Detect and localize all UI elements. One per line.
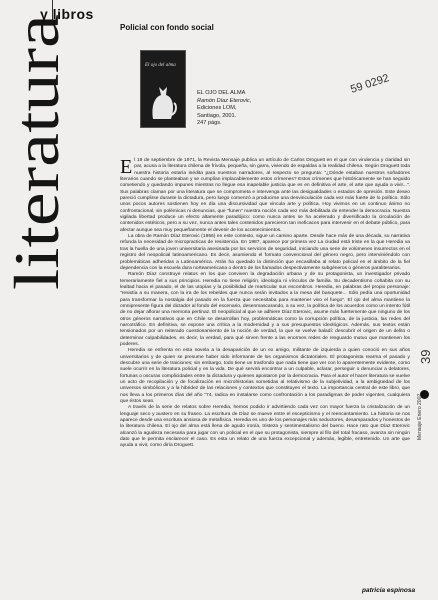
article-paragraph — [120, 158, 410, 234]
book-title: EL OJO DEL ALMA — [197, 90, 246, 96]
article-author: patricia espinosa — [362, 587, 416, 594]
vertical-title-svg — [2, 8, 66, 293]
side-page-number: 39 — [418, 349, 433, 364]
cover-title: El ojo del alma — [145, 63, 176, 68]
vertical-title-text: literatura — [2, 59, 66, 290]
book-pages: 247 págs. — [197, 120, 222, 127]
book-cover-image — [140, 50, 186, 128]
article-title: Policial con fondo social — [120, 23, 214, 32]
book-author: Ramón Díaz Eterovic, — [197, 97, 252, 104]
side-reference — [415, 340, 437, 460]
vertical-section-title — [2, 8, 66, 293]
article-body — [120, 158, 410, 450]
article-paragraph: Ramón Díaz construye relatos en los que conviven la degradación urbana y de su protagonista, un investigador privado temerariamente fiel a sus principios. Heredia no tiene religión, ideología ni vínculos de familia. Su decadentismo cohabita con su lealtad hacia el pasado, el de las utopías y la posibilidad de rearticular sus escombros. Heredia, en palabras del propio personaje: "resistía a su manera, con la ira de los rebeldes que nunca serán invitados a la mesa del banquete... Sólo pedía una oportunidad para transformar la nostalgia del pasado en la fuerza que necesitaba para mantener vivo el fuego". El ojo del alma mantiene la omnipresente figura del dictador al fondo del escenario, desenmascarando, a su vez, la política de los acuerdos como un intento fútil de no dejar aflorar una memoria pertinaz. El neopolicial al que se adhiere Díaz Eterovic, asume más fuertemente que ninguno de los otros géneros narrativos que en Chile se desarrollan hoy, problemáticas como la corrupción política, de la justicia, las redes del narcotráfico. En definitiva, se expone una crítica a la modernidad y a sus presupuestos ideológicos. Además, sus textos están tensionados por un reiterado cuestionamiento de la noción de verdad, la que se vuelve baladí: descubrir el origen de un delito o determinar culpabilidades, es decir, la verdad, para qué sirven frente a las enormes redes de resguardo mutuo que mantienen los poderes. — [120, 272, 410, 347]
article-paragraph: Heredia se enfrenta en esta novela a la desaparición de un ex amigo, militante de izquierda a quien conoció en sus años universitarios y de quien se presume haber sido informante de los organismos dictatoriales. El protagonista rearma el pasado y descubre una serie de traiciones; sin embargo, todo tiene un trasfondo que nada tiene que ver con lo aparentemente evidente, como suele ocurrir en la literatura policial y en la vida. De qué servirá encontrar a un culpable, aclarar, perseguir o denunciar a delatores, fortunas o oscuras complicidades entre la dictadura y quienes apostaron por la democracia. Para el autor el hacer literatura se vuelve un acto de recopilación y de focalización en microhistorias sometidas al relativismo de la subjetividad, a la ambigüedad de los universos simbólicos y a la hibridez de las relaciones y contextos que constituyen el texto. La importancia central de este libro, que nos lleva a los primeros días del año "74, radica en instalarse como confrontación a los paradigmas de poder vigentes, cualquiera que éstos sean. — [120, 348, 410, 405]
drop-cap: E — [120, 156, 133, 178]
article-paragraph: A través de la serie de relatos sobre Heredia, hemos podido ir advirtiendo cada vez con mayor fuerza la cristalización de un lenguaje seco y austero en su fraseo. La escritura de Díaz se mueve entre el escepticismo y el reencantamiento. La historia se nos aparece desde una escritura ansiosa de metafísica. Heredia es uno de los personajes más seductores, desamparados y honestos de la literatura chilena. El ojo del alma está llena de agudo ironía, tristeza y sentimentalismo del bueno. Hace rato que Díaz Eterovic alcanzó la agudeza necesaria para jugar con un policial en el que su protagonista, siempre al filo del total fracaso, avanza sin ningún dato que le permita esclarecer el caso. Es esta un relato de una fuerza excepcional y además, legible, entretenido. Un arte que ayuda a vivir, como diría Droguett. — [120, 405, 410, 449]
section-label: y libros — [40, 6, 94, 22]
book-place-year: Santiago, 2001. — [197, 112, 237, 119]
cat-silhouette-icon — [147, 75, 179, 121]
book-publisher: Ediciones LOM, — [197, 105, 237, 112]
side-publication: Mensaje Enero 2002 — [417, 393, 423, 440]
book-details — [197, 90, 251, 128]
article-paragraph: La obra de Ramón Díaz Eterovic (1956) en este contexto, sigue un camino aparte. Desde hace más de una década, su narrativa refunda la necesidad de micropracticas de resistencia. En 1987, aparece por primera vez La ciudad está triste en la que Heredia va tras la huella de una joven universitaria asesinada por los servicios de seguridad, iniciando una serie de volúmenes insurrectos en el registro del neopolicial latinoamericano. Es decir, asumiendo el formato convencional del género negro, pero interviniéndolo con problemáticas adheridas a Latinoamérica. Atrás ha quedado la distinción que encasillaba al relato policial en el ámbito de la fiel dependencia con la escuela dura norteamericana o dentro de los llamados despectivamente subgéneros o géneros paraliterarios. — [120, 234, 410, 271]
handwritten-annotation: 59 0292 — [349, 72, 391, 96]
paragraph-text: l 19 de septiembre de 1971, la Revista Mensaje publica un artículo de Carlos Droguett en el que con virulencia y claridad sin par, acusa a la literatura chilena de frívola, pequeña, sin garra, viviendo de espaldas a la realidad chilena. Según Droguett toda nuestra historia estaría inédita para nuestros narradores, al respecto se pregunta: "¿Dónde estaban nuestros soñadores literarios cuando se planteaban y se cumplían implacablemente estos crímenes? Estos crímenes que históricamente se han seguido cometiendo y quedando impunes mientras no llegue esa inapelable justicia que es en definitiva el arte, el arte que ayuda a vivir...". Sus palabras claman por una literatura que se comprometa e intervenga ante las desigualdades o estados de opresión. Este deseo pareció cumplirse durante la dictadura, pero luego comenzó a producirse una desvinculación cada vez más fuerte de lo político. Sólo unos pocos autores sostienen hoy en día una discursividad que vincula arte y política. Hoy vivimos en un continuo ánimo no confrontacional, sin polémicas ni denuncias, que "funen" nuestra noción cada vez más debilitada de entender la democracia. Nuestra vigilada libertad produce un efecto altamente paradójico: como nunca antes se ha acelerado y diversificado la circulación de contenidos estéticos, pero a su vez, nunca antes tales contenidos parecieron tan ineficaces para intervenir en el debate público, para afectar aunque sea muy pequeñamente el devenir de los acontecimientos. — [120, 158, 410, 233]
